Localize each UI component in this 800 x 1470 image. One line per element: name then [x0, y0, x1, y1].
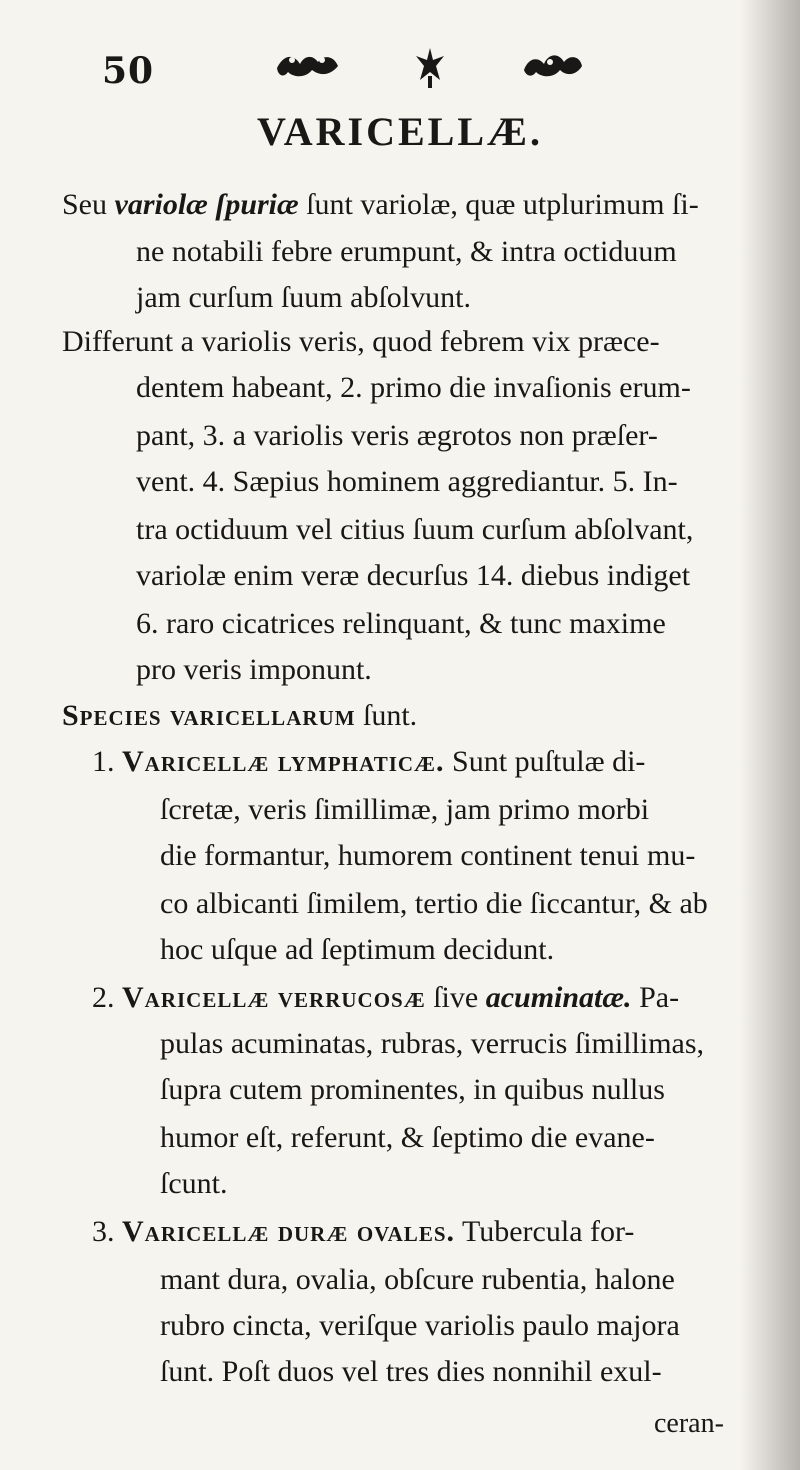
line-text: rubro cincta, veriſque variolis paulo majora	[160, 1309, 680, 1342]
line-text: co albicanti ſimilem, tertio die ſiccantur, & ab	[160, 887, 708, 920]
line-text: 6. raro cicatrices relinquant, & tunc maxime	[136, 607, 666, 640]
text-line	[62, 185, 699, 225]
line-text: humor eſt, referunt, & ſeptimo die evane-	[160, 1121, 655, 1154]
text-line	[136, 510, 693, 550]
line-text: dentem habeant, 2. primo die invaſionis erum-	[136, 371, 691, 404]
line-text: Pa-	[631, 981, 680, 1014]
line-text: mant dura, ovalia, obſcure rubentia, halone	[160, 1263, 675, 1296]
text-line	[136, 368, 691, 408]
small-caps-heading: Varicellæ lymphaticæ.	[122, 745, 445, 778]
line-text: pulas acuminatas, rubras, verrucis ſimillimas,	[160, 1027, 705, 1060]
line-text: 1.	[92, 745, 122, 778]
text-line	[62, 322, 660, 362]
line-text: pant, 3. a variolis veris ægrotos non præſer-	[136, 419, 658, 452]
line-text: 3.	[92, 1215, 122, 1248]
line-text: jam curſum ſuum abſolvunt.	[136, 281, 471, 314]
text-line	[160, 1070, 665, 1110]
text-line	[160, 1118, 655, 1158]
line-text: ſunt variolæ, quæ utplurimum ſi-	[298, 188, 699, 221]
line-text: pro veris imponunt.	[136, 653, 372, 686]
line-text: ſive	[425, 981, 486, 1014]
fleuron-ornament-icon	[410, 46, 450, 90]
floral-ornament-icon	[520, 46, 586, 86]
text-line	[160, 884, 708, 924]
text-line	[160, 1164, 228, 1204]
text-line	[160, 1352, 662, 1392]
text-line	[92, 1212, 634, 1252]
text-line	[136, 604, 666, 644]
italic-term: variolæ ſpuriæ	[114, 188, 299, 221]
text-line	[136, 462, 678, 502]
line-text: vent. 4. Sæpius hominem aggrediantur. 5. In-	[136, 465, 678, 498]
line-text: ſupra cutem prominentes, in quibus nullus	[160, 1073, 665, 1106]
line-text: tra octiduum vel citius ſuum curſum abſolvant,	[136, 513, 694, 546]
line-text: Differunt a variolis veris, quod febrem vix præce-	[62, 325, 660, 358]
text-line	[160, 1260, 675, 1300]
page-edge-shadow	[740, 0, 800, 1470]
line-text: die formantur, humorem continent tenui mu-	[160, 839, 696, 872]
chapter-title: VARICELLÆ.	[257, 109, 543, 154]
text-line	[160, 930, 554, 970]
text-line	[136, 650, 372, 690]
text-line	[136, 232, 677, 272]
page-header	[0, 42, 800, 102]
line-text: variolæ enim veræ decurſus 14. diebus indiget	[136, 559, 691, 592]
line-text: 2.	[92, 981, 122, 1014]
text-line	[136, 278, 471, 318]
line-text: Tubercula for-	[455, 1215, 635, 1248]
line-text: ne notabili febre erumpunt, & intra octiduum	[136, 235, 677, 268]
text-line	[92, 742, 645, 782]
text-line	[160, 1024, 704, 1064]
line-text: ſcunt.	[160, 1167, 228, 1200]
line-text: hoc uſque ad ſeptimum decidunt.	[160, 933, 555, 966]
text-line	[92, 978, 679, 1018]
page-number: 50	[102, 50, 155, 92]
text-line	[160, 1306, 680, 1346]
line-text: Seu	[62, 188, 115, 221]
small-caps-heading: Varicellæ verrucosæ	[122, 981, 426, 1014]
italic-term: acuminatæ.	[485, 981, 632, 1014]
catchword: ceran-	[654, 1408, 724, 1439]
line-text: ſunt. Poſt duos vel tres dies nonnihil exul-	[160, 1355, 662, 1388]
small-caps-heading: Varicellæ duræ ovales.	[122, 1215, 456, 1248]
small-caps-heading: Species varicellarum	[62, 699, 356, 732]
floral-ornament-icon	[272, 46, 342, 86]
line-text: Sunt puſtulæ di-	[444, 745, 646, 778]
line-text: ſcretæ, veris ſimillimæ, jam primo morbi	[160, 793, 650, 826]
text-line	[160, 790, 649, 830]
text-line	[160, 836, 695, 876]
text-line	[136, 556, 690, 596]
text-line	[62, 696, 417, 736]
line-text: ſunt.	[355, 699, 418, 732]
text-line	[136, 416, 658, 456]
